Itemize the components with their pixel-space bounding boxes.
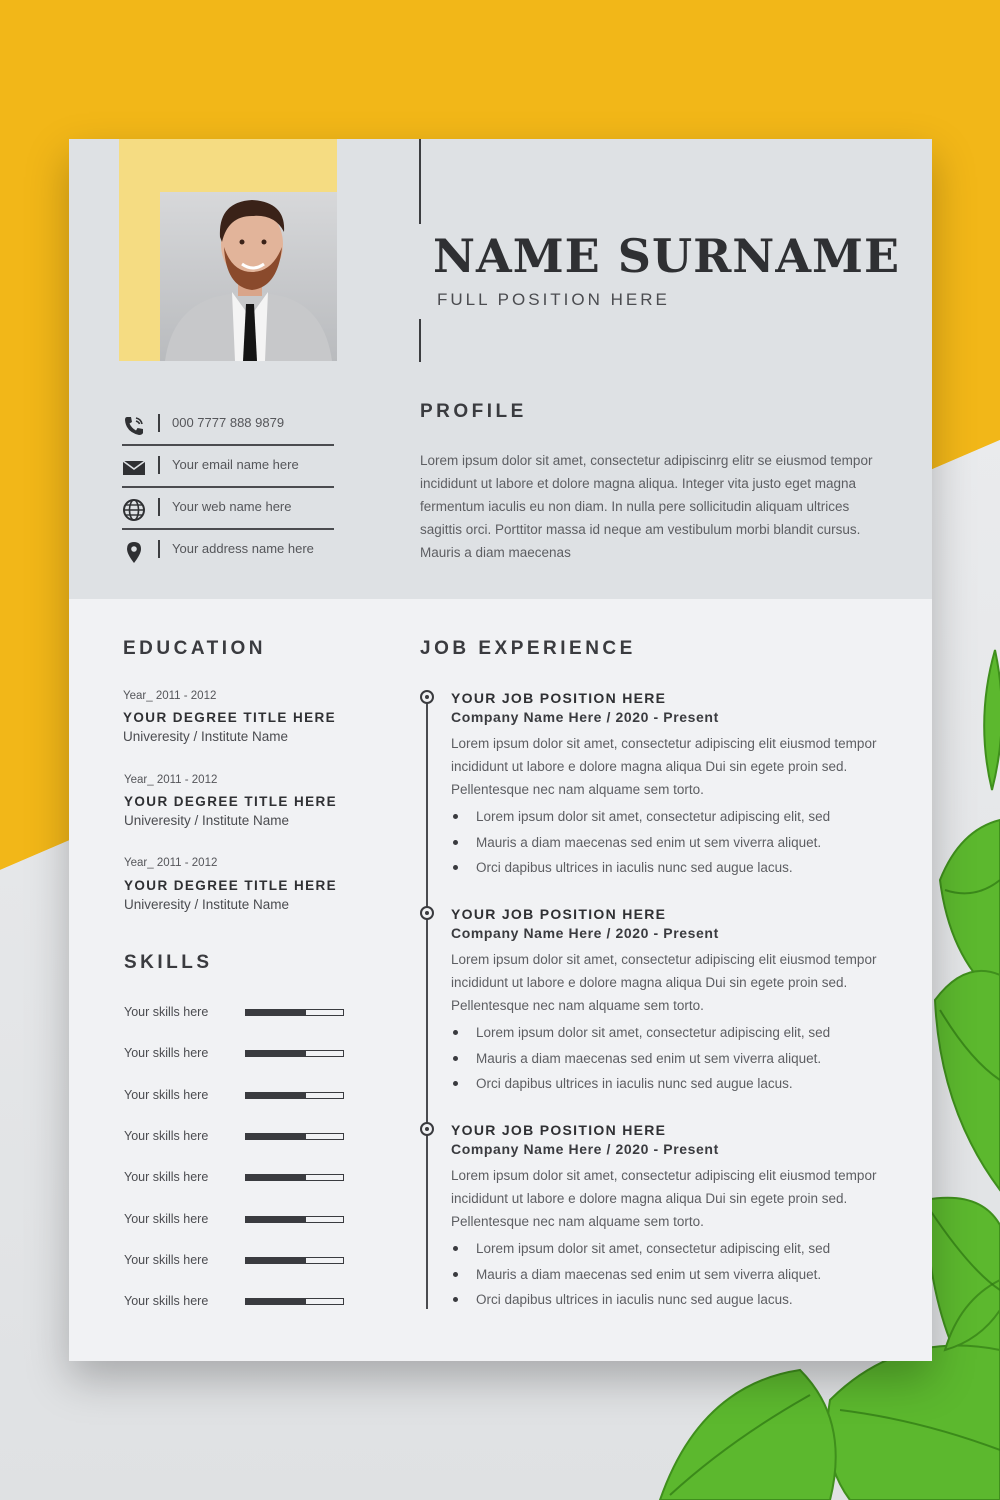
skill-bar-fill: [246, 1217, 306, 1222]
timeline-line: [426, 699, 428, 1309]
job-bullets: [451, 1020, 830, 1097]
job-company: Company Name Here / 2020 - Present: [451, 1141, 719, 1157]
email-icon: [122, 456, 146, 480]
education-year: Year_ 2011 - 2012: [124, 774, 218, 786]
phone-icon: [122, 414, 146, 438]
contact-web[interactable]: [122, 494, 334, 530]
skill-bar: [245, 1009, 344, 1016]
job-description: Lorem ipsum dolor sit amet, consectetur adipiscing elit eiusmod tempor incididunt ut labore e dolore magna aliqua Dui sin egete proin sed. Pellentesque nec nam alquame sem torto.: [451, 1168, 877, 1229]
timeline-dot: [420, 906, 434, 920]
skill-bar: [245, 1216, 344, 1223]
skill-label: Your skills here: [124, 1170, 209, 1185]
profile-heading: PROFILE: [420, 401, 527, 422]
education-institute: Univeresity / Institute Name: [124, 897, 290, 912]
contact-address[interactable]: [122, 536, 334, 570]
skill-bar: [245, 1133, 344, 1140]
contact-email[interactable]: [122, 452, 334, 488]
skill-bar: [245, 1257, 344, 1264]
skill-label: Your skills here: [124, 1294, 209, 1309]
job-company: Company Name Here / 2020 - Present: [451, 709, 719, 725]
contact-phone[interactable]: [122, 410, 334, 446]
job-bullets: [451, 1236, 830, 1313]
education-year: Year_ 2011 - 2012: [124, 857, 218, 869]
education-institute: Univeresity / Institute Name: [123, 729, 289, 744]
education-degree: YOUR DEGREE TITLE HERE: [123, 710, 337, 725]
timeline-dot: [420, 690, 434, 704]
job-bullet: Lorem ipsum dolor sit amet, consectetur adipiscing elit, sed: [451, 1236, 830, 1262]
position-title: FULL POSITION HERE: [437, 290, 670, 309]
job-title: YOUR JOB POSITION HERE: [451, 906, 667, 922]
education-institute: Univeresity / Institute Name: [124, 813, 290, 828]
skill-bar-fill: [246, 1134, 306, 1139]
skill-bar-fill: [246, 1010, 306, 1015]
skill-bar: [245, 1092, 344, 1099]
job-bullets: [451, 804, 830, 881]
job-bullet: Mauris a diam maecenas sed enim ut sem viverra aliquet.: [451, 1262, 830, 1288]
email-text: Your email name here: [172, 457, 299, 472]
profile-photo: [160, 192, 337, 361]
timeline-dot: [420, 1122, 434, 1136]
skill-label: Your skills here: [124, 1087, 209, 1102]
skill-label: Your skills here: [124, 1128, 209, 1143]
job-bullet: Orci dapibus ultrices in iaculis nunc sed augue lacus.: [451, 1071, 830, 1097]
job-description: Lorem ipsum dolor sit amet, consectetur adipiscing elit eiusmod tempor incididunt ut labore e dolore magna aliqua Dui sin egete proin sed. Pellentesque nec nam alquame sem torto.: [451, 952, 877, 1013]
job-bullet: Orci dapibus ultrices in iaculis nunc sed augue lacus.: [451, 855, 830, 881]
education-year: Year_ 2011 - 2012: [123, 690, 217, 702]
skill-bar: [245, 1050, 344, 1057]
education-degree: YOUR DEGREE TITLE HERE: [124, 794, 338, 809]
job-bullet: Orci dapibus ultrices in iaculis nunc sed augue lacus.: [451, 1287, 830, 1313]
skill-bar-fill: [246, 1299, 306, 1304]
job-title: YOUR JOB POSITION HERE: [451, 690, 667, 706]
skill-bar-fill: [246, 1258, 306, 1263]
job-company: Company Name Here / 2020 - Present: [451, 925, 719, 941]
web-text: Your web name here: [172, 499, 292, 514]
skill-bar: [245, 1174, 344, 1181]
phone-text: 000 7777 888 9879: [172, 415, 285, 430]
skill-bar: [245, 1298, 344, 1305]
job-bullet: Lorem ipsum dolor sit amet, consectetur adipiscing elit, sed: [451, 804, 830, 830]
location-pin-icon: [122, 540, 146, 564]
education-degree: YOUR DEGREE TITLE HERE: [124, 878, 338, 893]
job-bullet: Lorem ipsum dolor sit amet, consectetur adipiscing elit, sed: [451, 1020, 830, 1046]
skill-bar-fill: [246, 1093, 306, 1098]
job-experience-heading: JOB EXPERIENCE: [420, 638, 636, 659]
skill-bar-fill: [246, 1175, 306, 1180]
job-title: YOUR JOB POSITION HERE: [451, 1122, 667, 1138]
skills-heading: SKILLS: [124, 952, 213, 973]
skill-label: Your skills here: [124, 1046, 209, 1061]
header-line-bottom: [419, 319, 421, 362]
globe-icon: [122, 498, 146, 522]
skill-label: Your skills here: [124, 1252, 209, 1267]
skill-label: Your skills here: [124, 1005, 209, 1019]
job-bullet: Mauris a diam maecenas sed enim ut sem viverra aliquet.: [451, 830, 830, 856]
skill-label: Your skills here: [124, 1211, 209, 1226]
resume-page: [69, 139, 932, 1361]
person-illustration: [160, 192, 337, 361]
job-bullet: Mauris a diam maecenas sed enim ut sem viverra aliquet.: [451, 1046, 830, 1072]
profile-text: Lorem ipsum dolor sit amet, consectetur adipiscinrg elitr se eiusmod tempor incididunt ut labore et dolore magna aliqua. Integer vita justo eget magna fermentum iaculis eu non diam. In nulla pere sollicitudin aliquam ultrices sagittis orci. Porttitor massa id neque am vestibulum morbi blandit cursus. Mauris a diam maecenas: [420, 453, 873, 560]
header-line-top: [419, 139, 421, 224]
address-text: Your address name here: [172, 541, 314, 556]
job-description: Lorem ipsum dolor sit amet, consectetur adipiscing elit eiusmod tempor incididunt ut labore e dolore magna aliqua Dui sin egete proin sed. Pellentesque nec nam alquame sem torto.: [451, 736, 877, 797]
skill-bar-fill: [246, 1051, 306, 1056]
full-name: NAME SURNAME: [433, 229, 901, 283]
education-heading: EDUCATION: [123, 638, 267, 659]
